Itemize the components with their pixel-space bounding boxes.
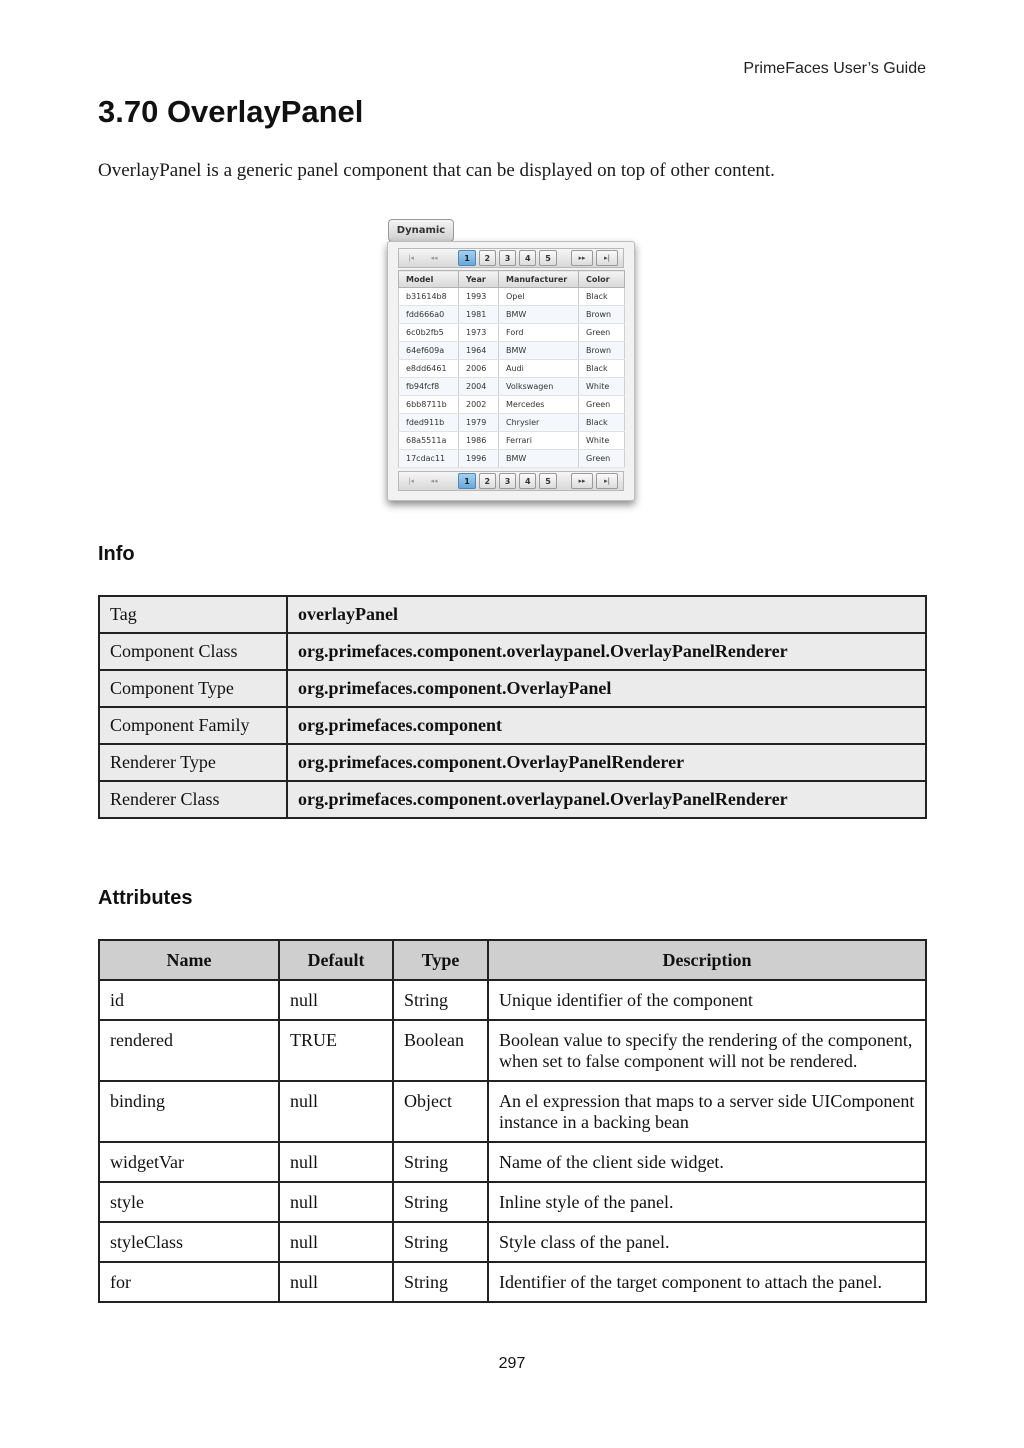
attr-type: String <box>393 1142 488 1182</box>
page-link: 4 <box>519 473 536 489</box>
page-link: 1 <box>458 473 475 489</box>
page-number: 297 <box>498 1355 526 1372</box>
intro-paragraph: OverlayPanel is a generic panel component that can be displayed on top of other content. <box>98 160 775 181</box>
attr-type: String <box>393 980 488 1020</box>
info-value: org.primefaces.component.overlaypanel.OverlayPanelRenderer <box>287 633 926 670</box>
attr-default: null <box>279 1081 393 1142</box>
info-heading: Info <box>98 543 135 565</box>
page-link: 2 <box>479 473 496 489</box>
column-header: Model <box>399 271 459 288</box>
column-header: Description <box>488 940 926 980</box>
table-row: fdd666a0 1981 BMW Brown <box>399 306 625 324</box>
prev-page-icon: ◂◂ <box>430 254 438 262</box>
column-header: Default <box>279 940 393 980</box>
table-row <box>99 1081 926 1142</box>
table-row <box>99 744 926 781</box>
info-label: Component Class <box>99 633 287 670</box>
attr-description: Unique identifier of the component <box>488 980 926 1020</box>
table-row: 17cdac11 1996 BMW Green <box>399 450 625 468</box>
info-label: Renderer Class <box>99 781 287 818</box>
column-header: Manufacturer <box>499 271 579 288</box>
info-label: Tag <box>99 596 287 633</box>
attr-name: for <box>99 1262 279 1302</box>
attr-description: Style class of the panel. <box>488 1222 926 1262</box>
info-value: org.primefaces.component <box>287 707 926 744</box>
attr-name: rendered <box>99 1020 279 1081</box>
next-page-icon: ▸▸ <box>571 473 593 489</box>
table-row <box>99 707 926 744</box>
table-row <box>99 1222 926 1262</box>
attr-default: TRUE <box>279 1020 393 1081</box>
page-link: 1 <box>458 250 475 266</box>
attr-name: widgetVar <box>99 1142 279 1182</box>
next-page-icon: ▸▸ <box>571 250 593 266</box>
column-header: Name <box>99 940 279 980</box>
attr-description: Name of the client side widget. <box>488 1142 926 1182</box>
table-row <box>99 1020 926 1081</box>
prev-page-icon: ◂◂ <box>430 477 438 485</box>
page-link: 3 <box>499 473 516 489</box>
table-row: b31614b8 1993 Opel Black <box>399 288 625 306</box>
table-row <box>99 596 926 633</box>
table-row: 6c0b2fb5 1973 Ford Green <box>399 324 625 342</box>
overlay-panel <box>387 241 635 501</box>
info-table <box>98 595 927 819</box>
overlay-panel-screenshot <box>385 217 637 509</box>
page-link: 5 <box>539 250 556 266</box>
column-header: Color <box>579 271 625 288</box>
table-row <box>99 670 926 707</box>
page-link: 4 <box>519 250 536 266</box>
attr-name: id <box>99 980 279 1020</box>
attr-default: null <box>279 1142 393 1182</box>
table-row <box>99 1262 926 1302</box>
table-row: fded911b 1979 Chrysler Black <box>399 414 625 432</box>
attr-description: Inline style of the panel. <box>488 1182 926 1222</box>
info-label: Renderer Type <box>99 744 287 781</box>
attr-type: String <box>393 1222 488 1262</box>
section-title: 3.70 OverlayPanel <box>98 94 364 129</box>
attr-name: styleClass <box>99 1222 279 1262</box>
attr-type: String <box>393 1182 488 1222</box>
info-value: org.primefaces.component.overlaypanel.OverlayPanelRenderer <box>287 781 926 818</box>
car-table <box>398 270 625 468</box>
table-row: e8dd6461 2006 Audi Black <box>399 360 625 378</box>
attr-default: null <box>279 1182 393 1222</box>
info-label: Component Family <box>99 707 287 744</box>
paginator-top <box>398 248 624 268</box>
attr-name: binding <box>99 1081 279 1142</box>
first-page-icon: |◂ <box>408 254 414 262</box>
table-row: fb94fcf8 2004 Volkswagen White <box>399 378 625 396</box>
info-value: overlayPanel <box>287 596 926 633</box>
table-row <box>99 1142 926 1182</box>
attr-type: String <box>393 1262 488 1302</box>
info-value: org.primefaces.component.OverlayPanelRenderer <box>287 744 926 781</box>
info-value: org.primefaces.component.OverlayPanel <box>287 670 926 707</box>
page-link: 5 <box>539 473 556 489</box>
table-row: 64ef609a 1964 BMW Brown <box>399 342 625 360</box>
attr-type: Boolean <box>393 1020 488 1081</box>
attr-default: null <box>279 1222 393 1262</box>
dynamic-button: Dynamic <box>388 219 454 242</box>
page-link: 2 <box>479 250 496 266</box>
first-page-icon: |◂ <box>408 477 414 485</box>
paginator-bottom <box>398 471 624 491</box>
running-header: PrimeFaces User’s Guide <box>743 60 926 77</box>
attr-description: Boolean value to specify the rendering of the component, when set to false component will not be rendered. <box>488 1020 926 1081</box>
attr-default: null <box>279 980 393 1020</box>
attr-name: style <box>99 1182 279 1222</box>
attr-description: Identifier of the target component to attach the panel. <box>488 1262 926 1302</box>
page-link: 3 <box>499 250 516 266</box>
table-row <box>99 781 926 818</box>
attr-type: Object <box>393 1081 488 1142</box>
last-page-icon: ▸| <box>596 473 618 489</box>
attributes-heading: Attributes <box>98 887 193 909</box>
column-header: Year <box>459 271 499 288</box>
table-row: 68a5511a 1986 Ferrari White <box>399 432 625 450</box>
last-page-icon: ▸| <box>596 250 618 266</box>
attr-default: null <box>279 1262 393 1302</box>
table-row: 6bb8711b 2002 Mercedes Green <box>399 396 625 414</box>
table-row <box>99 633 926 670</box>
table-row <box>99 980 926 1020</box>
column-header: Type <box>393 940 488 980</box>
attr-description: An el expression that maps to a server side UIComponent instance in a backing bean <box>488 1081 926 1142</box>
info-label: Component Type <box>99 670 287 707</box>
table-header-row <box>99 940 926 980</box>
table-row <box>99 1182 926 1222</box>
attributes-table <box>98 939 927 1303</box>
